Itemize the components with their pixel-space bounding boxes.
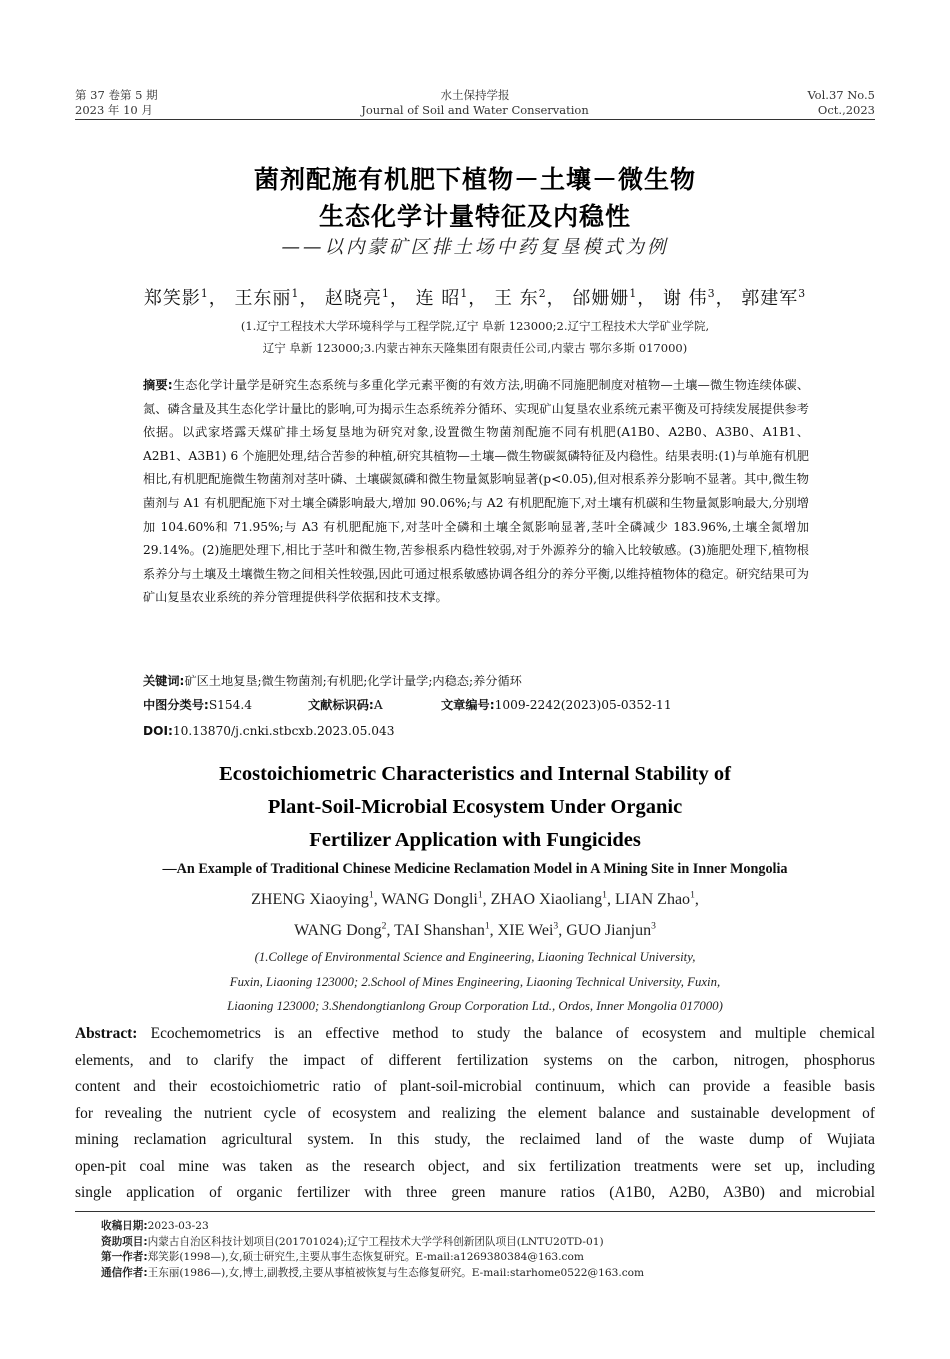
cn-author: 郑笑影$^1$， <box>143 287 228 309</box>
clc-number: 中图分类号:S154.4 <box>143 698 253 712</box>
funding: 资助项目:内蒙古自治区科技计划项目(201701024);辽宁工程技术大学学科创新团队项目(LNTU20TD-01) <box>101 1235 604 1248</box>
header-divider <box>75 119 875 120</box>
cn-keywords-text: 矿区土地复垦;微生物菌剂;有机肥;化学计量学;内稳态;养分循环 <box>184 674 522 688</box>
header-center <box>75 88 875 118</box>
cn-affiliation-line1: (1.辽宁工程技术大学环境科学与工程学院,辽宁 阜新 123000;2.辽宁工程技术大学矿业学院, <box>240 319 710 333</box>
cn-affiliation-line2: 辽宁 阜新 123000;3.内蒙古神东天隆集团有限责任公司,内蒙古 鄂尔多斯 017000) <box>262 341 688 355</box>
cn-subtitle: ——以内蒙矿区排土场中药复垦模式为例 <box>281 237 669 258</box>
cn-classification <box>143 694 809 717</box>
received-date: 收稿日期:2023-03-23 <box>101 1220 209 1232</box>
cn-keywords-label: 关键词: <box>143 674 185 688</box>
en-abstract-line: mining reclamation agricultural system. In this study, the reclaimed land of the waste dump of Wujiata <box>75 1131 875 1148</box>
corresponding-author: 通信作者:王东丽(1986—),女,博士,副教授,主要从事植被恢复与生态修复研究。E-mail:starhome0522@163.com <box>101 1266 645 1279</box>
footnotes <box>101 1219 871 1281</box>
en-affiliation-line3: Liaoning 123000; 3.Shendongtianlong Group Corporation Ltd., Ordos, Inner Mongolia 017000) <box>227 999 723 1013</box>
en-subtitle: —An Example of Traditional Chinese Medicine Reclamation Model in A Mining Site in Inner Mongolia <box>162 861 788 877</box>
en-abstract-line: single application of organic fertilizer with three green manure ratios (A1B0, A2B0, A3B0) and microbial <box>75 1184 875 1201</box>
cn-keywords <box>143 670 809 693</box>
header-volume-en: Vol.37 No.5 <box>807 88 875 102</box>
cn-author: 王东丽$^1$， <box>234 287 319 309</box>
en-title-line2: Plant-Soil-Microbial Ecosystem Under Organic <box>267 796 683 818</box>
header-volume: 第 37 卷第 5 期 <box>75 88 158 102</box>
doi-link[interactable]: 10.13870/j.cnki.stbcxb.2023.05.043 <box>172 724 395 738</box>
en-abstract-line: open-pit coal mine was taken as the research object, and six fertilization treatments were set up, including <box>75 1157 875 1175</box>
cn-author: 赵晓亮$^1$， <box>325 287 409 309</box>
cn-author: 谢 伟$^3$， <box>662 287 735 309</box>
article-number: 文章编号:1009-2242(2023)05-0352-11 <box>441 698 672 712</box>
cn-author: 王 东$^2$， <box>494 287 566 309</box>
journal-name-en: Journal of Soil and Water Conservation <box>361 103 589 117</box>
cn-title-line2: 生态化学计量特征及内稳性 <box>318 202 631 231</box>
en-abstract <box>75 1021 875 1207</box>
cn-author: 连 昭$^1$， <box>415 287 488 309</box>
header-date: 2023 年 10 月 <box>75 103 153 117</box>
en-author: WANG Dongli$^1$, <box>381 889 491 908</box>
en-abstract-label: Abstract: <box>75 1025 138 1042</box>
en-title-line3: Fertilizer Application with Fungicides <box>309 829 641 851</box>
en-author: GUO Jianjun$^3$ <box>566 920 656 939</box>
en-abstract-line: content and their ecostoichiometric ratio of plant-soil-microbial continuum, which can provide a feasible basis <box>75 1078 875 1095</box>
en-affiliation-line2: Fuxin, Liaoning 123000; 2.School of Mines Engineering, Liaoning Technical University, Fuxin, <box>229 975 721 989</box>
header-date-en: Oct.,2023 <box>817 103 875 117</box>
en-affiliation-line1: (1.College of Environmental Science and Engineering, Liaoning Technical University, <box>254 950 696 964</box>
en-author: XIE Wei$^3$, <box>497 920 567 939</box>
cn-title-line1: 菌剂配施有机肥下植物－土壤－微生物 <box>253 165 696 194</box>
doi-label: DOI: <box>143 724 173 738</box>
cn-author: 邰姗姗$^1$， <box>572 287 657 309</box>
en-author: LIAN Zhao$^1$, <box>614 889 699 908</box>
header-right <box>807 88 875 118</box>
cn-authors <box>0 284 950 310</box>
en-title-line1: Ecostoichiometric Characteristics and Internal Stability of <box>219 763 731 785</box>
cn-abstract-text: 生态化学计量学是研究生态系统与多重化学元素平衡的有效方法,明确不同施肥制度对植物—土壤—微生物连续体碳、氮、磷含量及其生态化学计量比的影响,可为揭示生态系统养分循环、实现矿山复垦农业系统元素平衡及可持续发展提供参考依据。以武家塔露天煤矿排土场复垦地为研究对象,设置微生物菌剂配施不同有机肥(A1B0、A2B0、A3B0、A1B1、A2B1、A3B1) 6 个施肥处理,结合苦参的种植,研究其植物—土壤—微生物碳氮磷特征及内稳性。结果表明:(1)与单施有机肥相比,有机肥配施微生物菌剂对茎叶磷、土壤碳氮磷和微生物量氮影响显著(p<0.05),但对根系养分影响不显著。其中,微生物菌剂与 A1 有机肥配施下对土壤全磷影响最大,增加 90.06%;与 A2 有机肥配施下,对土壤有机碳和生物量氮影响最大,分别增加 104.60%和 71.95%;与 A3 有机肥配施下,对茎叶全磷和土壤全氮影响显著,茎叶全磷减少 183.96%,土壤全氮增加 29.14%。(2)施肥处理下,相比于茎叶和微生物,苦参根系内稳性较弱,对于外源养分的输入比较敏感。(3)施肥处理下,植物根系养分与土壤及土壤微生物之间相关性较强,因此可通过根系敏感协调各组分的养分平衡,以维持植物体的稳定。研究结果可为矿山复垦农业系统的养分管理提供科学依据和技术支撑。 <box>143 378 810 605</box>
en-authors-line2 <box>0 922 950 940</box>
running-header <box>75 88 875 120</box>
en-author: ZHENG Xiaoying$^1$, <box>251 889 382 908</box>
en-author: TAI Shanshan$^1$, <box>394 920 498 939</box>
en-abstract-line: elements, and to clarify the impact of different fertilization systems on the carbon, nitrogen, phosphorus <box>75 1051 875 1069</box>
first-author: 第一作者:郑笑影(1998—),女,硕士研究生,主要从事生态恢复研究。E-mail:a1269380384@163.com <box>101 1251 584 1263</box>
en-abstract-line: Abstract: Ecochemometrics is an effective method to study the balance of ecosystem and multiple chemical <box>75 1025 875 1042</box>
cn-abstract-label: 摘要: <box>143 378 173 392</box>
en-authors-line1 <box>0 891 950 909</box>
doc-code: 文献标识码:A <box>308 698 383 712</box>
en-abstract-line: for revealing the nutrient cycle of ecosystem and realizing the element balance and sustainable development of <box>75 1104 875 1122</box>
en-author: WANG Dong$^2$, <box>294 920 395 939</box>
cn-abstract <box>143 374 809 610</box>
doi <box>143 720 809 743</box>
en-author: ZHAO Xiaoliang$^1$, <box>490 889 615 908</box>
journal-name-cn: 水土保持学报 <box>440 88 510 102</box>
cn-author: 郭建军$^3$ <box>741 287 807 309</box>
footnote-divider <box>75 1211 875 1212</box>
